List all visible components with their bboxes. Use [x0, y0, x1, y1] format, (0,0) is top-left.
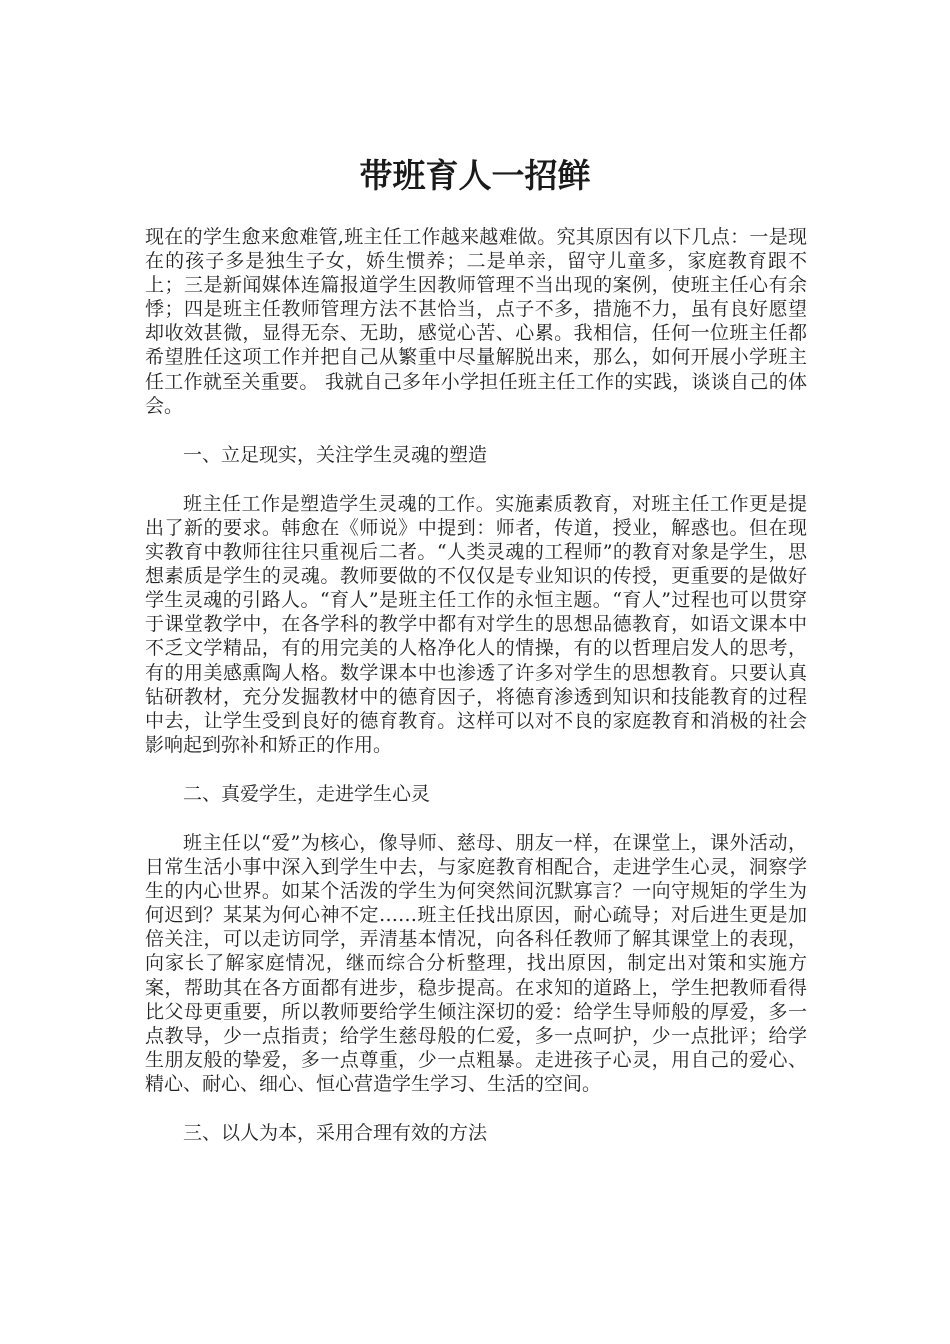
section-body-1: 班主任工作是塑造学生灵魂的工作。实施素质教育，对班主任工作更是提出了新的要求。韩愈在《师说》中提到：师者，传道，授业，解惑也。但在现实教育中教师往往只重视后二者。“人类灵魂的工程师”的教育对象是学生，思想素质是学生的灵魂。教师要做的不仅仅是专业知识的传授，更重要的是做好学生灵魂的引路人。“育人”是班主任工作的永恒主题。“育人”过程也可以贯穿于课堂教学中，在各学科的教学中都有对学生的思想品德教育，如语文课本中不乏文学精品，有的用完美的人格净化人的情操，有的以哲理启发人的思考，有的用美感熏陶人格。数学课本中也渗透了许多对学生的思想教育。只要认真钻研教材，充分发掘教材中的德育因子，将德育渗透到知识和技能教育的过程中去，让学生受到良好的德育教育。这样可以对不良的家庭教育和消极的社会影响起到弥补和矫正的作用。 [145, 492, 807, 756]
document-title: 带班育人一招鲜 [359, 156, 591, 195]
section-heading-1: 一、立足现实，关注学生灵魂的塑造 [183, 443, 488, 466]
section-body-2: 班主任以“爱”为核心，像导师、慈母、朋友一样，在课堂上，课外活动，日常生活小事中深入到学生中去，与家庭教育相配合，走进学生心灵，洞察学生的内心世界。如某个活泼的学生为何突然间沉默寡言？一向守规矩的学生为何迟到？某某为何心神不定……班主任找出原因，耐心疏导；对后进生更是加倍关注，可以走访同学，弄清基本情况，向各科任教师了解其课堂上的表现，向家长了解家庭情况，继而综合分析整理，找出原因，制定出对策和实施方案，帮助其在各方面都有进步，稳步提高。在求知的道路上，学生把教师看得比父母更重要，所以教师要给学生倾注深切的爱：给学生导师般的厚爱，多一点教导，少一点指责；给学生慈母般的仁爱，多一点呵护，少一点批评；给学生朋友般的挚爱，多一点尊重，少一点粗暴。走进孩子心灵，用自己的爱心、精心、耐心、细心、恒心营造学生学习、生活的空间。 [145, 831, 807, 1095]
intro-paragraph: 现在的学生愈来愈难管,班主任工作越来越难做。究其原因有以下几点：一是现在的孩子多是独生子女，娇生惯养；二是单亲，留守儿童多，家庭教育跟不上；三是新闻媒体连篇报道学生因教师管理不当出现的案例，使班主任心有余悸；四是班主任教师管理方法不甚恰当，点子不多，措施不力，虽有良好愿望却收效甚微，显得无奈、无助，感觉心苦、心累。我相信，任何一位班主任都希望胜任这项工作并把自己从繁重中尽量解脱出来，那么，如何开展小学班主任工作就至关重要。 我就自己多年小学担任班主任工作的实践，谈谈自己的体会。 [145, 226, 807, 417]
section-heading-2: 二、真爱学生，走进学生心灵 [183, 782, 431, 805]
document-body [145, 225, 807, 1170]
section-heading-3: 三、以人为本，采用合理有效的方法 [183, 1122, 488, 1144]
